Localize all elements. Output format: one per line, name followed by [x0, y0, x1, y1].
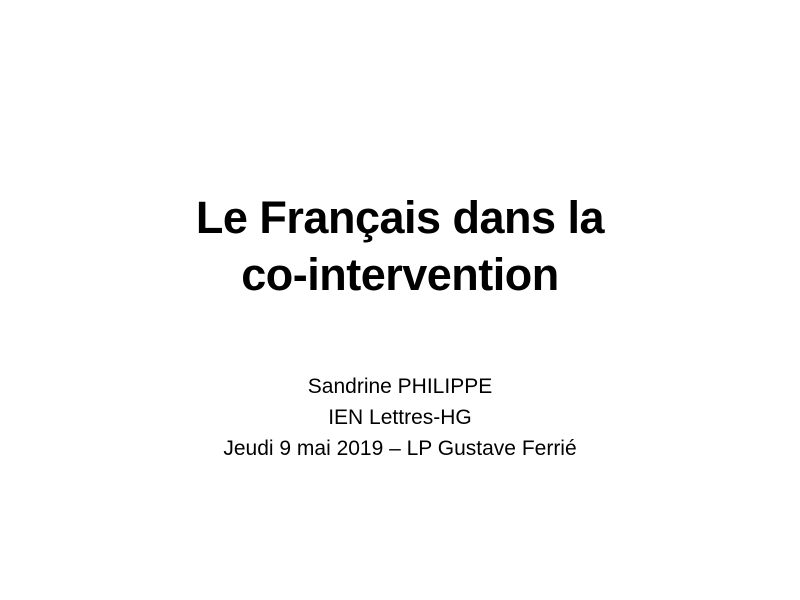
slide-title-line-2: co-intervention: [241, 249, 559, 300]
slide-subtitle: [0, 371, 800, 464]
subtitle-author: Sandrine PHILIPPE: [307, 375, 493, 398]
slide-title-line-1: Le Français dans la: [195, 192, 605, 243]
subtitle-date-location: Jeudi 9 mai 2019 – LP Gustave Ferrié: [223, 437, 577, 460]
subtitle-role: IEN Lettres-HG: [328, 406, 472, 429]
slide-title: [0, 189, 800, 303]
